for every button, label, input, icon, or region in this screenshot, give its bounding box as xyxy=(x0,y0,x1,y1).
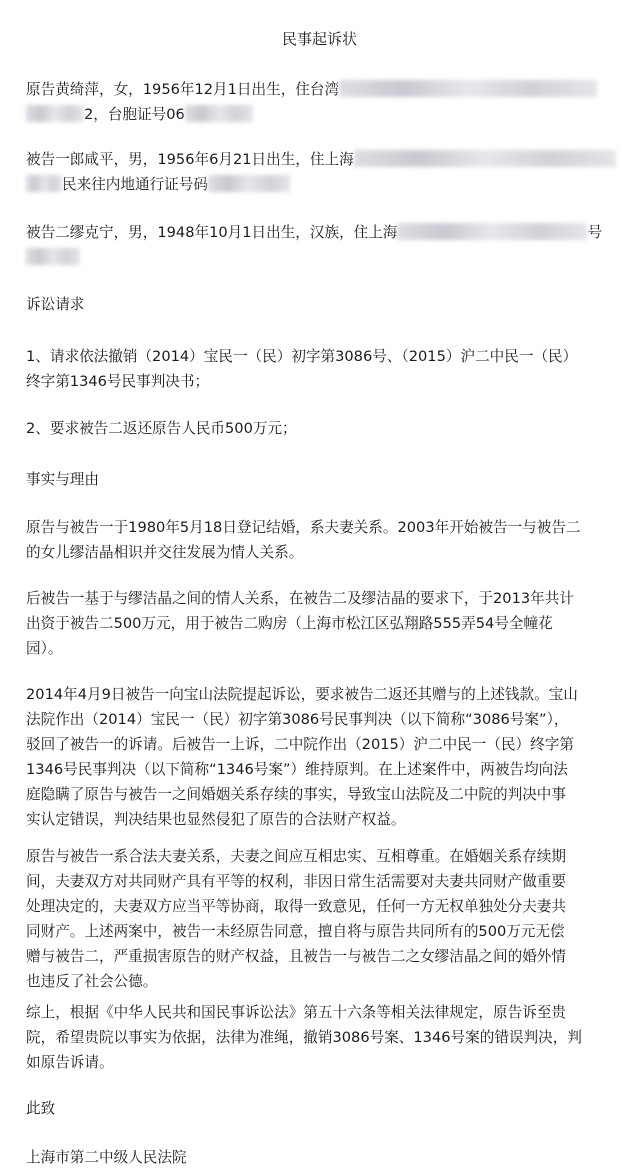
fact-paragraph-1: 原告与被告一于1980年5月18日登记结婚，系夫妻关系。2003年开始被告一与被告二 的女儿缪洁晶相识并交往发展为情人关系。 xyxy=(26,519,581,561)
redacted-id-number xyxy=(185,105,253,122)
closing-salutation: 此致 xyxy=(26,1100,56,1117)
redacted-address xyxy=(354,150,616,167)
document-title: 民事起诉状 xyxy=(281,30,357,48)
redacted-address-tail xyxy=(26,248,80,265)
plaintiff-id-text: 2，台胞证号06 xyxy=(84,106,185,123)
fact-paragraph-4: 原告与被告一系合法夫妻关系，夫妻之间应互相忠实、互相尊重。在婚姻关系存续期 间，夫妻双方对共同财产具有平等的权利，非因日常生活需要对夫妻共同财产做重要 处理决定的，夫妻双方应当平等协商，取得一致意见，任何一方无权单独处分夫妻共 同财产。上述两案中，被告一未经原告同意，擅自将与原告共同所有的500万元无偿 赠与被告二，严重损害原告的财产权益，且被告一与被告二之女缪洁晶之间的婚外情 也违反了社会公德。 xyxy=(26,848,566,990)
defendant1-info-text: 被告一郎咸平，男，1956年6月21日出生，住上海 xyxy=(26,151,354,168)
facts-heading: 事实与理由 xyxy=(26,471,99,488)
plaintiff-info-text: 原告黄绮萍，女，1956年12月1日出生，住台湾 xyxy=(26,81,340,98)
defendant1-id-text: 民来往内地通行证号码 xyxy=(62,176,208,193)
defendant2-info-tail: 号 xyxy=(587,224,603,241)
fact-paragraph-3: 2014年4月9日被告一向宝山法院提起诉讼，要求被告二返还其赠与的上述钱款。宝山 法院作出（2014）宝民一（民）初字第3086号民事判决（以下简称“3086号案”）， 驳回了被告一的诉请。后被告一上诉，二中院作出（2015）沪二中民一（民）终字第 1346号民事判决（以下简称“1346号案”）维持原判。在上述案件中，两被告均向法 庭隐瞒了原告与被告一之间婚姻关系存续的事实，导致宝山法院及二中院的判决中事 实认定错误，判决结果也显然侵犯了原告的合法财产权益。 xyxy=(26,686,578,828)
conclusion-paragraph: 综上，根据《中华人民共和国民事诉讼法》第五十六条等相关法律规定，原告诉至贵 院，希望贵院以事实为依据，法律为准绳，撤销3086号案、1346号案的错误判决，判 如原告诉请。 xyxy=(26,1004,582,1071)
claim-item-1: 1、请求依法撤销（2014）宝民一（民）初字第3086号、（2015）沪二中民一（民） 终字第1346号民事判决书； xyxy=(26,348,578,390)
redacted-text xyxy=(26,175,62,192)
defendant1-paragraph xyxy=(26,147,622,197)
claim-item-2: 2、要求被告二返还原告人民币500万元； xyxy=(26,420,297,437)
fact-paragraph-2: 后被告一基于与缪洁晶之间的情人关系，在被告二及缪洁晶的要求下，于2013年共计 出资于被告二500万元，用于被告二购房（上海市松江区弘翔路555弄54号全幢花 园）。 xyxy=(26,590,574,657)
redacted-address xyxy=(339,80,597,97)
defendant2-info-text: 被告二缪克宁，男，1948年10月1日出生，汉族，住上海 xyxy=(26,224,398,241)
court-name: 上海市第二中级人民法院 xyxy=(26,1149,187,1166)
redacted-address-tail xyxy=(26,105,84,122)
defendant2-paragraph xyxy=(26,220,622,270)
redacted-id-number xyxy=(208,175,290,192)
redacted-address xyxy=(397,223,587,240)
claims-heading: 诉讼请求 xyxy=(26,296,85,313)
plaintiff-paragraph xyxy=(26,77,622,127)
